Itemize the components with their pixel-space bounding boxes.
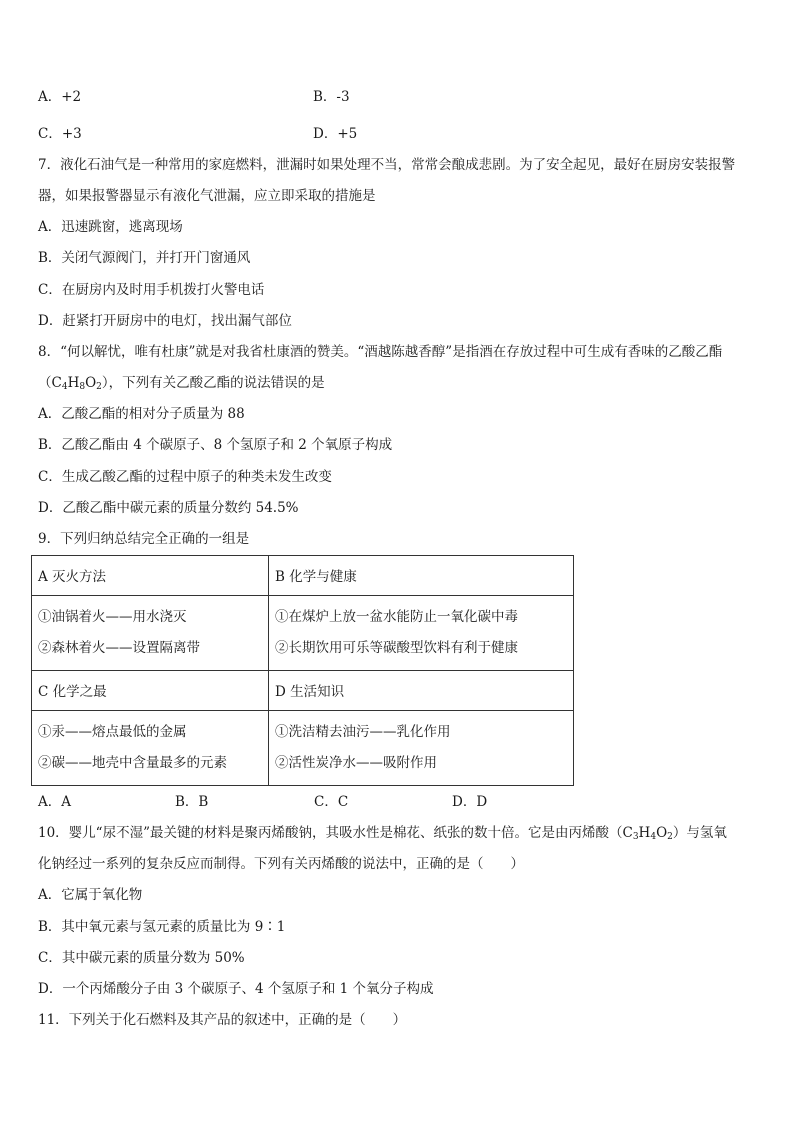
q9-cell-a-title: A 灭火方法 (32, 556, 269, 596)
q9-cell-d-items (269, 711, 574, 786)
q9-d-item-2: ②活性炭净水——吸附作用 (275, 755, 437, 771)
q8-option-d: D．乙酸乙酯中碳元素的质量分数约 54.5% (38, 500, 299, 516)
q9-cell-b-items (269, 596, 574, 671)
q8-option-a: A．乙酸乙酯的相对分子质量为 88 (38, 406, 245, 422)
q7-stem-line2: 器，如果报警器显示有液化气泄漏，应立即采取的措施是 (38, 188, 376, 204)
q8-stem-line2: $(C_4H_8O_2)$，下列有关乙酸乙酯的说法错误的是 (38, 375, 325, 392)
q7-option-a: A．迅速跳窗，逃离现场 (38, 219, 183, 235)
q9-cell-c-items (32, 711, 269, 786)
q6-option-c: C．+3 (38, 126, 82, 142)
q10-option-d: D．一个丙烯酸分子由 3 个碳原子、4 个氢原子和 1 个氧分子构成 (38, 981, 434, 997)
q10-option-c: C．其中碳元素的质量分数为 50% (38, 950, 245, 966)
q9-cell-c-title: C 化学之最 (32, 671, 269, 711)
q7-option-d: D．赶紧打开厨房中的电灯，找出漏气部位 (38, 313, 292, 329)
q9-cell-d-title: D 生活知识 (269, 671, 574, 711)
q10-option-b: B．其中氧元素与氢元素的质量比为 9∶1 (38, 919, 286, 935)
q6-option-d: D．+5 (313, 126, 358, 142)
q9-a-item-2: ②森林着火——设置隔离带 (38, 640, 200, 656)
q6-option-b: B．-3 (313, 89, 350, 105)
q9-stem: 9．下列归纳总结完全正确的一组是 (38, 531, 250, 547)
q10-stem-line1: 10．婴儿“尿不湿”最关键的材料是聚丙烯酸钠，其吸水性是棉花、纸张的数十倍。它是由丙烯酸$(C_3H_4O_2)$与氢氧 (38, 825, 727, 842)
q9-d-item-1: ①洗洁精去油污——乳化作用 (275, 724, 451, 740)
q9-table (31, 555, 574, 786)
q8-option-b: B．乙酸乙酯由 4 个碳原子、8 个氢原子和 2 个氧原子构成 (38, 437, 393, 453)
q7-option-b: B．关闭气源阀门，并打开门窗通风 (38, 250, 251, 266)
q9-c-item-1: ①汞——熔点最低的金属 (38, 724, 187, 740)
q6-option-a: A．+2 (38, 89, 82, 105)
q9-b-item-2: ②长期饮用可乐等碳酸型饮料有利于健康 (275, 640, 518, 656)
q9-option-b: B．B (175, 794, 209, 810)
q9-cell-a-items (32, 596, 269, 671)
q9-option-a: A．A (38, 794, 71, 810)
q9-b-item-1: ①在煤炉上放一盆水能防止一氧化碳中毒 (275, 609, 518, 625)
q9-a-item-1: ①油锅着火——用水浇灭 (38, 609, 187, 625)
q9-c-item-2: ②碳——地壳中含量最多的元素 (38, 755, 227, 771)
q9-option-c: C．C (314, 794, 349, 810)
q10-option-a: A．它属于氧化物 (38, 887, 143, 903)
q11-stem: 11．下列关于化石燃料及其产品的叙述中，正确的是（ ） (38, 1012, 407, 1028)
q9-option-d: D．D (452, 794, 488, 810)
q8-stem-line1: 8．“何以解忧，唯有杜康”就是对我省杜康酒的赞美。“酒越陈越香醇”是指酒在存放过程中可生成有香味的乙酸乙酯 (38, 344, 723, 360)
q9-cell-b-title: B 化学与健康 (269, 556, 574, 596)
q8-option-c: C．生成乙酸乙酯的过程中原子的种类未发生改变 (38, 469, 332, 485)
q10-stem-line2: 化钠经过一系列的复杂反应而制得。下列有关丙烯酸的说法中，正确的是（ ） (38, 856, 524, 872)
q7-stem-line1: 7．液化石油气是一种常用的家庭燃料，泄漏时如果处理不当，常常会酿成悲剧。为了安全起见，最好在厨房安装报警 (38, 157, 736, 173)
q7-option-c: C．在厨房内及时用手机拨打火警电话 (38, 282, 265, 298)
